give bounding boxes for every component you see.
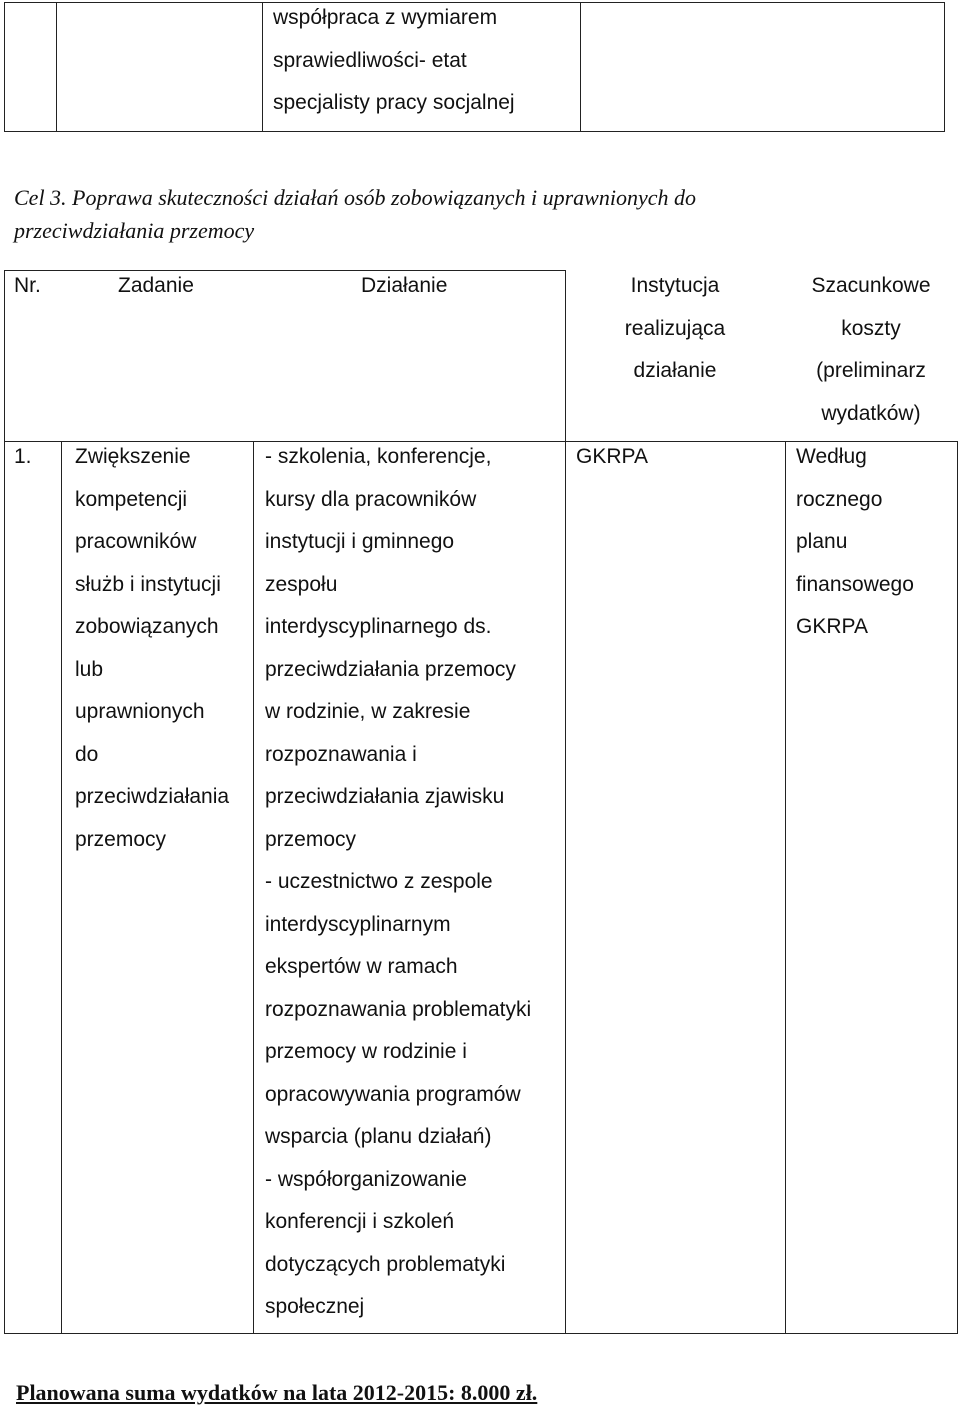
row-costs-line: planu bbox=[796, 530, 848, 553]
row-institution: GKRPA bbox=[576, 445, 648, 468]
row-task-line: przeciwdziałania bbox=[75, 785, 230, 808]
top-table-action-cell bbox=[273, 0, 515, 125]
row-action-line: kursy dla pracowników bbox=[265, 487, 477, 511]
top-table-line: współpraca z wymiarem bbox=[273, 6, 498, 29]
header-institution-line: działanie bbox=[633, 359, 717, 382]
row-action-line: - uczestnictwo z zespole bbox=[265, 870, 493, 893]
row-action-line: zespołu bbox=[265, 572, 338, 596]
row-action-line: opracowywania programów bbox=[265, 1082, 521, 1106]
row-action-line: interdyscyplinarnym bbox=[265, 912, 451, 936]
row-action-line: przemocy bbox=[265, 827, 357, 851]
row-task-line: służb i instytucji bbox=[75, 572, 221, 596]
row-action-line: wsparcia (planu działań) bbox=[265, 1125, 492, 1148]
top-table-border-left bbox=[4, 2, 5, 132]
table-border-bottom bbox=[4, 1333, 958, 1334]
row-costs-line: Według bbox=[796, 445, 867, 468]
row-action-line: w rodzinie, w zakresie bbox=[265, 700, 471, 723]
goal-heading-line: przeciwdziałania przemocy bbox=[14, 218, 255, 243]
header-costs-line: (preliminarz bbox=[816, 359, 926, 382]
row-task-line: uprawnionych bbox=[75, 700, 205, 723]
top-table-border-bottom bbox=[4, 131, 945, 132]
row-nr: 1. bbox=[14, 445, 32, 468]
table-border-top bbox=[4, 270, 566, 271]
row-task-line: do bbox=[75, 742, 99, 766]
row-task-line: Zwiększenie bbox=[75, 445, 191, 468]
row-action-line: społecznej bbox=[265, 1295, 365, 1318]
row-costs-line: rocznego bbox=[796, 487, 883, 511]
header-action: Działanie bbox=[361, 274, 448, 297]
row-action-line: - szkolenia, konferencje, bbox=[265, 445, 492, 468]
row-action-line: rozpoznawania i bbox=[265, 742, 417, 766]
table-column-divider bbox=[61, 441, 62, 1334]
top-table-divider bbox=[56, 2, 57, 132]
table-column-divider bbox=[565, 270, 566, 1334]
row-task-line: kompetencji bbox=[75, 487, 188, 511]
header-costs bbox=[786, 265, 956, 435]
table-column-divider bbox=[785, 441, 786, 1334]
row-action-line: instytucji i gminnego bbox=[265, 530, 455, 553]
row-action-line: konferencji i szkoleń bbox=[265, 1210, 455, 1233]
table-border-right bbox=[957, 441, 958, 1334]
row-task-line: pracowników bbox=[75, 530, 197, 553]
header-institution-line: Instytucja bbox=[630, 274, 720, 297]
row-action-line: interdyscyplinarnego ds. bbox=[265, 615, 492, 638]
row-action-line: przemocy w rodzinie i bbox=[265, 1040, 467, 1063]
top-table-line: sprawiedliwości- etat bbox=[273, 48, 467, 72]
top-table-divider bbox=[262, 2, 263, 132]
row-action-line: - współorganizowanie bbox=[265, 1167, 467, 1191]
row-action-line: przeciwdziałania przemocy bbox=[265, 657, 516, 681]
table-border-left bbox=[4, 270, 5, 1334]
goal-heading bbox=[14, 181, 696, 247]
header-institution bbox=[575, 265, 775, 393]
header-costs-line: Szacunkowe bbox=[811, 274, 931, 297]
row-costs-line: GKRPA bbox=[796, 615, 868, 638]
header-nr: Nr. bbox=[14, 274, 41, 297]
row-task-cell bbox=[75, 436, 229, 861]
header-institution-line: realizująca bbox=[624, 316, 726, 340]
top-table-border-right bbox=[944, 2, 945, 132]
row-task-line: zobowiązanych bbox=[75, 615, 219, 638]
planned-expenses-summary: Planowana suma wydatków na lata 2012-2015: 8.000 zł. bbox=[16, 1380, 538, 1405]
row-action-line: ekspertów w ramach bbox=[265, 955, 458, 978]
header-task: Zadanie bbox=[118, 274, 194, 297]
row-action-line: przeciwdziałania zjawisku bbox=[265, 785, 505, 808]
goal-heading-line: Cel 3. Poprawa skuteczności działań osób zobowiązanych i uprawnionych do bbox=[14, 185, 696, 210]
top-table-line: specjalisty pracy socjalnej bbox=[273, 91, 515, 114]
top-table-divider bbox=[580, 2, 581, 132]
row-action-line: rozpoznawania problematyki bbox=[265, 997, 532, 1021]
row-task-line: przemocy bbox=[75, 827, 167, 851]
row-action-line: dotyczących problematyki bbox=[265, 1252, 506, 1276]
header-costs-line: wydatków) bbox=[821, 401, 921, 425]
row-action-cell bbox=[265, 436, 531, 1329]
table-column-divider bbox=[253, 441, 254, 1334]
row-costs-cell bbox=[796, 436, 914, 649]
header-costs-line: koszty bbox=[841, 316, 901, 340]
row-costs-line: finansowego bbox=[796, 572, 914, 596]
row-task-line: lub bbox=[75, 657, 104, 681]
